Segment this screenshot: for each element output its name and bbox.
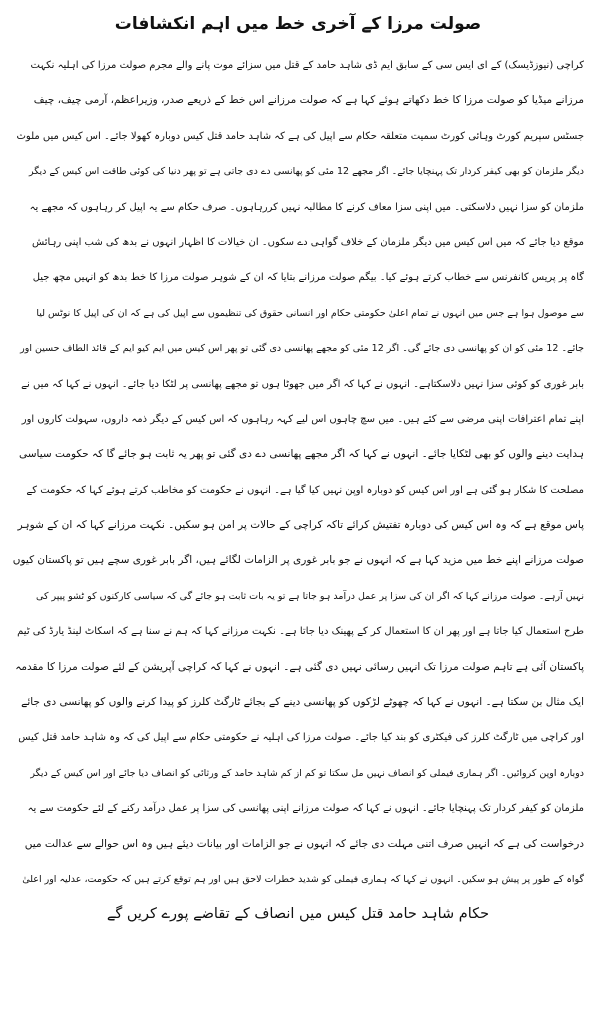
article-line: گاہ پر پریس کانفرنس سے خطاب کرتے ہوئے کیا۔ بیگم صولت مرزانے بتایا کہ ان کے شوہر صولت مرزا کا خط بدھ کو انہیں مچھ جیل xyxy=(32,272,584,284)
article-line: حکام شاہد حامد قتل کیس میں انصاف کے تقاضے پورے کریں گے xyxy=(106,906,490,923)
article-line: نہیں آرہے۔ صولت مرزانے کہا کہ اگر ان کی سزا پر عمل درآمد ہو جاتا ہے تو یہ بات ثابت ہو جائے گی کہ سیاسی کارکنوں کو ٹشو پیپر کی xyxy=(36,590,584,602)
article-line: دیگر ملزمان کو بھی کیفر کردار تک پہنچایا جائے۔ اگر مجھے 12 مئی کو پھانسی دے دی جاتی ہے تو پھر دنیا کی کوئی طاقت اس کیس کے دیگر xyxy=(29,166,584,178)
article-line: گواہ کے طور پر پیش ہو سکیں۔ انہوں نے کہا کہ ہماری فیملی کو شدید خطرات لاحق ہیں اور ہم توقع کرتے ہیں کہ حکومت، عدلیہ اور اعلیٰ xyxy=(22,873,584,885)
article-line: کراچی (نیوزڈیسک) کے ای ایس سی کے سابق ایم ڈی شاہد حامد کے قتل میں سزائے موت پانے والے مجرم صولت مرزا کی اہلیہ نکہت xyxy=(30,60,584,71)
article-line: جسٹس سپریم کورٹ وہائی کورٹ سمیت متعلقہ حکام سے اپیل کی ہے کہ شاہد حامد قتل کیس دوبارہ کھولا جائے۔ اس کیس میں ملوث xyxy=(16,130,584,142)
article-line: ایک مثال بن سکتا ہے۔ انہوں نے کہا کہ چھوٹے لڑکوں کو پھانسی دینے کے بجائے ٹارگٹ کلرز کو پیدا کرنے والوں کو پھانسی دی جائے xyxy=(21,696,584,709)
article-line: دوبارہ اوپن کروائیں۔ اگر ہماری فیملی کو انصاف نہیں مل سکتا تو کم از کم شاہد حامد کے ورثائی کو انصاف دیا جائے اور اس کیس کے دیگر xyxy=(30,767,584,779)
article-line: اور کراچی میں ٹارگٹ کلرز کی فیکٹری کو بند کیا جائے۔ صولت مرزا کی اہلیہ نے حکومتی حکام سے اپیل کی کہ وہ شاہد حامد قتل کیس xyxy=(18,732,584,744)
article-line: موقع دیا جائے کہ میں اس کیس میں دیگر ملزمان کے خلاف گواہی دے سکوں۔ ان خیالات کا اظہار انہوں نے بدھ کی شب اپنی رہائش xyxy=(31,236,584,248)
article-line: پاس موقع ہے کہ وہ اس کیس کی دوبارہ تفتیش کرائے تاکہ کراچی کے حالات پر امن ہو سکیں۔ نکہت مرزانے کہا کہ ان کے شوہر xyxy=(17,519,584,532)
article-line: ملزمان کو کیفر کردار تک پہنچایا جائے۔ انہوں نے کہا کہ صولت مرزانے اپنی پھانسی کی سزا پر عمل درآمد رکنے کے لئے حکومت سے یہ xyxy=(27,803,584,815)
article-line: ملزمان کو سزا نہیں دلاسکتی۔ میں اپنی سزا معاف کرنے کا مطالبہ نہیں کررہاہوں۔ صرف حکام سے یہ اپیل کر رہاہوں کہ مجھے یہ xyxy=(29,201,584,213)
article-line: مرزانے میڈیا کو صولت مرزا کا خط دکھاتے ہوئے کہا ہے کہ صولت مرزانے اس خط کے ذریعے صدر، وزیراعظم، آرمی چیف، چیف xyxy=(33,94,584,107)
article-body xyxy=(12,48,584,933)
article-line: مصلحت کا شکار ہو گئی ہے اور اس کیس کو دوبارہ اوپن نہیں کیا گیا ہے۔ انہوں نے حکومت کو مخاطب کرتے ہوئے کہا کہ حکومت کے xyxy=(26,484,584,496)
article-line: سے موصول ہوا ہے جس میں انہوں نے تمام اعلیٰ حکومتی حکام اور انسانی حقوق کی تنظیموں سے اپیل کی ہے کہ ان کی اپیل کا نوٹس لیا xyxy=(36,307,584,319)
article-line: بابر غوری کو کوئی سزا نہیں دلاسکتاہے۔ انہوں نے کہا کہ اگر میں جھوٹا ہوں تو مجھے پھانسی پر لٹکا دیا جائے۔ انہوں نے کہا کہ میں نے xyxy=(21,378,584,390)
article-line: اپنے تمام اعترافات اپنی مرضی سے کئے ہیں۔ میں سچ چاہوں اس لیے کہہ رہاہوں کہ اس کیس کے دیگر ذمہ داروں، سہولت کاروں اور xyxy=(21,413,584,425)
article-line: ہدایت دینے والوں کو بھی لٹکایا جائے۔ انہوں نے کہا کہ اگر مجھے پھانسی دے دی گئی تو پھر یہ ثابت ہو جائے گا کہ حکومت سیاسی xyxy=(18,448,584,461)
article-line: پاکستان آئی ہے تاہم صولت مرزا تک انہیں رسائی نہیں دی گئی ہے۔ انہوں نے کہا کہ کراچی آپریشن کے لئے صولت مرزا کا مقدمہ xyxy=(15,660,584,673)
article-headline: صولت مرزا کے آخری خط میں اہم انکشافات xyxy=(114,14,482,34)
article-line: درخواست کی ہے کہ انہیں صرف اتنی مہلت دی جائے کہ انہوں نے جو الزامات اور بیانات دیئے ہیں وہ اس حوالے سے عدالت میں xyxy=(24,837,584,850)
article-line: طرح استعمال کیا جاتا ہے اور پھر ان کا استعمال کر کے پھینک دیا جاتا ہے۔ نکہت مرزانے کہا کہ ہم نے سنا ہے کہ اسکاٹ لینڈ یارڈ کی ٹیم xyxy=(17,626,584,638)
article-line: جائے۔ 12 مئی کو ان کو پھانسی دی جائے گی۔ اگر 12 مئی کو مجھے پھانسی دی گئی تو پھر اس کیس میں ایم کیو ایم کے قائد الطاف حسین اور xyxy=(20,343,584,355)
article-line: صولت مرزانے اپنے خط میں مزید کہا ہے کہ انہوں نے جو بابر غوری پر الزامات لگائے ہیں، اگر بابر غوری سچے ہیں تو پاکستان کیوں xyxy=(12,554,584,567)
